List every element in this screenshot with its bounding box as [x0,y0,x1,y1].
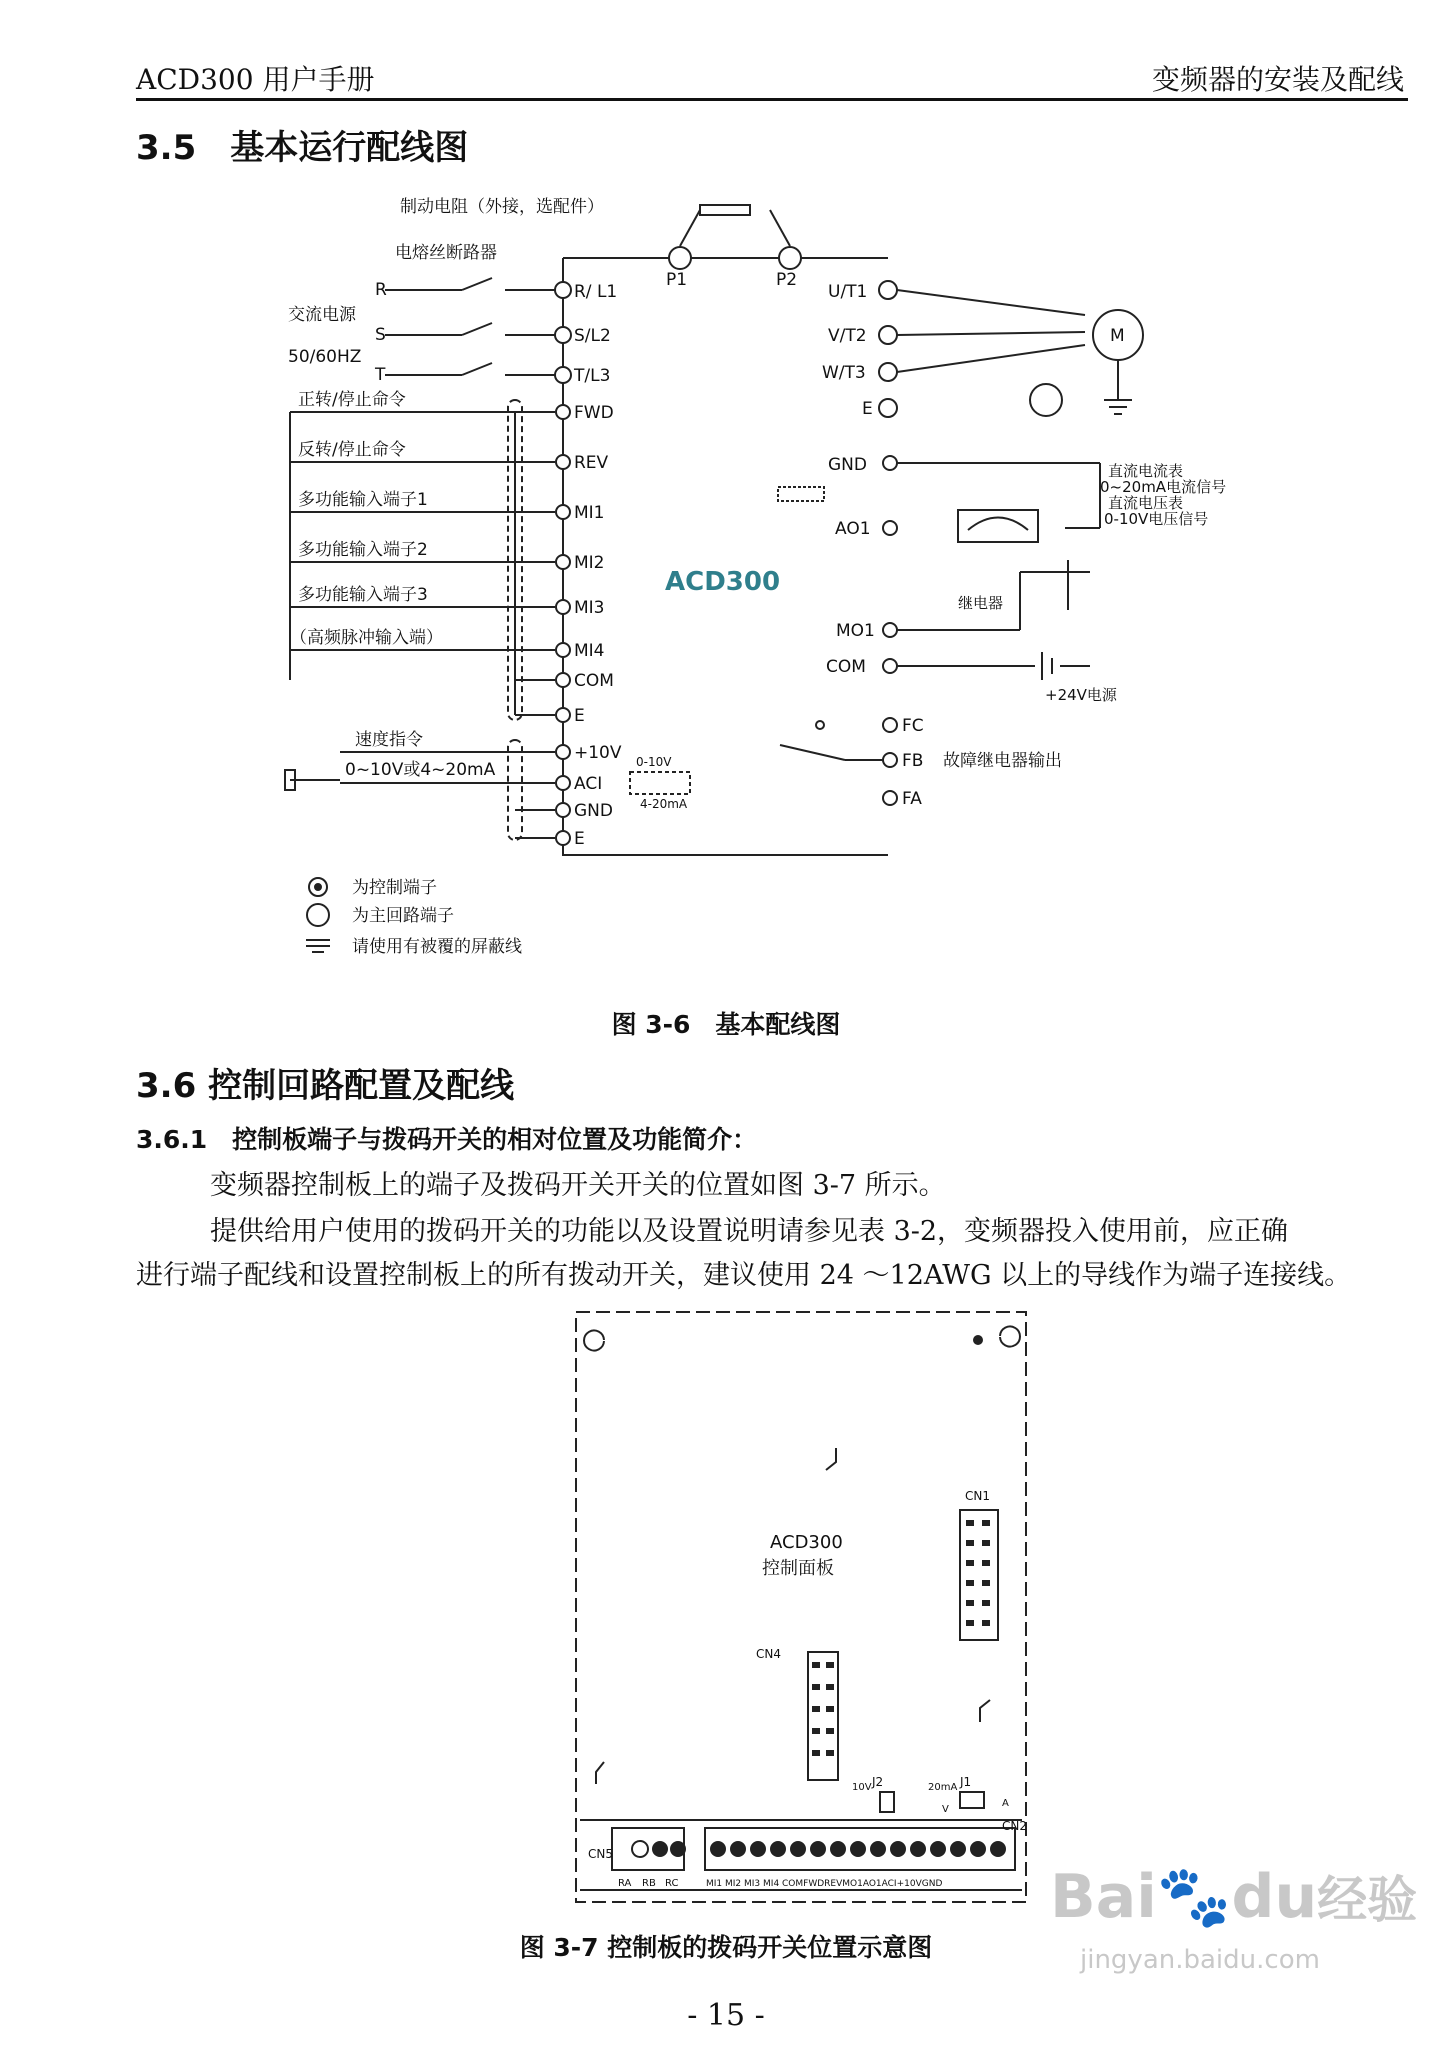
fwd-cmd-label: 正转/停止命令 [298,390,406,410]
speed-range-label: 0~10V或4~20mA [345,760,496,780]
term-mi1: MI1 [574,503,605,523]
term-e1: E [574,706,585,726]
j1-ma-label: 20mA [928,1782,958,1793]
term-s: S/L2 [574,326,611,346]
meter-line-3: 直流电压表 [1108,494,1184,512]
term-fc: FC [902,716,924,736]
term-com: COM [574,671,614,691]
relay-term-rb: RB [642,1878,656,1889]
term-e2: E [574,829,585,849]
paragraph-2-line-1: 提供给用户使用的拨码开关的功能以及设置说明请参见表 3-2，变频器投入使用前，应正确 [210,1216,1289,1247]
term-p1: P1 [666,270,688,290]
board-label-2: 控制面板 [762,1558,834,1579]
j2-v-label: 10V [852,1782,872,1793]
speed-cmd-label: 速度指令 [355,730,423,750]
watermark-du: du [1231,1862,1318,1932]
phase-r: R [375,280,387,300]
breaker-label: 电熔丝断路器 [395,243,497,263]
term-mi4: MI4 [574,641,605,661]
motor-label: M [1110,326,1125,346]
board-label-1: ACD300 [770,1532,843,1553]
watermark-logo [1050,1860,1417,1932]
cn2-label: CN2 [1002,1819,1027,1833]
phase-s: S [375,325,386,345]
term-mo1: MO1 [836,621,875,641]
mi1-label: 多功能输入端子1 [298,490,428,510]
figure-3-6-caption: 图 3-6 基本配线图 [611,1010,841,1039]
legend-ctrl-label: 为控制端子 [352,878,437,898]
paw-icon: 🐾 [1156,1862,1232,1932]
meter-line-1: 直流电流表 [1108,462,1184,480]
mi2-label: 多功能输入端子2 [298,540,428,560]
fault-relay-label: 故障继电器输出 [943,751,1062,771]
header-chapter-title: 变频器的安装及配线 [1151,63,1404,96]
paragraph-1: 变频器控制板上的端子及拨码开关开关的位置如图 3-7 所示。 [210,1170,946,1201]
jumper-i-label: 4-20mA [640,797,688,811]
cn4-label: CN4 [756,1647,781,1661]
watermark-bai: Bai [1050,1862,1157,1932]
j1-label: J1 [960,1775,972,1789]
j1-a-label: A [1002,1798,1009,1809]
relay-term-rc: RC [665,1878,679,1889]
cn5-label: CN5 [588,1847,613,1861]
meter-line-2: 0~20mA电流信号 [1100,478,1227,496]
term-fwd: FWD [574,403,614,423]
term-rev: REV [574,453,609,473]
term-mi3: MI3 [574,598,605,618]
meter-line-4: 0-10V电压信号 [1104,510,1209,528]
section-3-6-1-title: 3.6.1 控制板端子与拨码开关的相对位置及功能简介： [136,1125,758,1154]
term-e-main: E [862,399,873,419]
term-10v: +10V [574,743,622,763]
term-w: W/T3 [822,363,866,383]
term-ao1: AO1 [835,519,871,539]
watermark-jingyan: 经验 [1317,1871,1418,1929]
paragraph-2-line-2: 进行端子配线和设置控制板上的所有拨动开关，建议使用 24 ～12AWG 以上的导线作为端子连接线。 [136,1260,1352,1291]
mi3-label: 多功能输入端子3 [298,585,428,605]
supply-24v-label: +24V电源 [1045,686,1117,704]
ac-source-label: 交流电源 [288,305,356,325]
legend-main-label: 为主回路端子 [352,906,454,926]
relay-term-ra: RA [618,1878,632,1889]
page-number: - 15 - [687,1998,765,2033]
term-mi2: MI2 [574,553,605,573]
phase-t: T [375,365,386,385]
figure-3-7-caption: 图 3-7 控制板的拨码开关位置示意图 [519,1933,933,1962]
section-3-6-title: 3.6 控制回路配置及配线 [136,1066,515,1106]
j2-label: J2 [872,1775,884,1789]
cn1-label: CN1 [965,1489,990,1503]
term-fa: FA [902,789,922,809]
term-fb: FB [902,751,924,771]
watermark-url: jingyan.baidu.com [1080,1945,1320,1975]
section-3-5-title: 3.5 基本运行配线图 [136,128,469,168]
term-gnd-b: GND [828,455,867,475]
brake-resistor-label: 制动电阻（外接，选配件） [400,197,604,217]
relay-label: 继电器 [958,594,1004,612]
term-com-b: COM [826,657,866,677]
brand-label: ACD300 [665,567,781,597]
jumper-v-label: 0-10V [636,755,672,769]
freq-label: 50/60HZ [288,347,362,367]
term-u: U/T1 [828,282,868,302]
term-v: V/T2 [828,326,867,346]
term-p2: P2 [776,270,798,290]
term-t: T/L3 [574,366,611,386]
term-r: R/ L1 [574,282,618,302]
j1-v-label: V [942,1804,949,1815]
control-terminal-labels: MI1 MI2 MI3 MI4 COMFWDREVMO1AO1ACI+10VGND [706,1879,943,1889]
pulse-label: （高频脉冲输入端） [290,628,443,648]
rev-cmd-label: 反转/停止命令 [298,440,406,460]
header-manual-title: ACD300 用户手册 [136,63,375,96]
term-gnd-a: GND [574,801,613,821]
legend-shield-label: 请使用有被覆的屏蔽线 [352,937,522,957]
term-aci: ACI [574,774,603,794]
